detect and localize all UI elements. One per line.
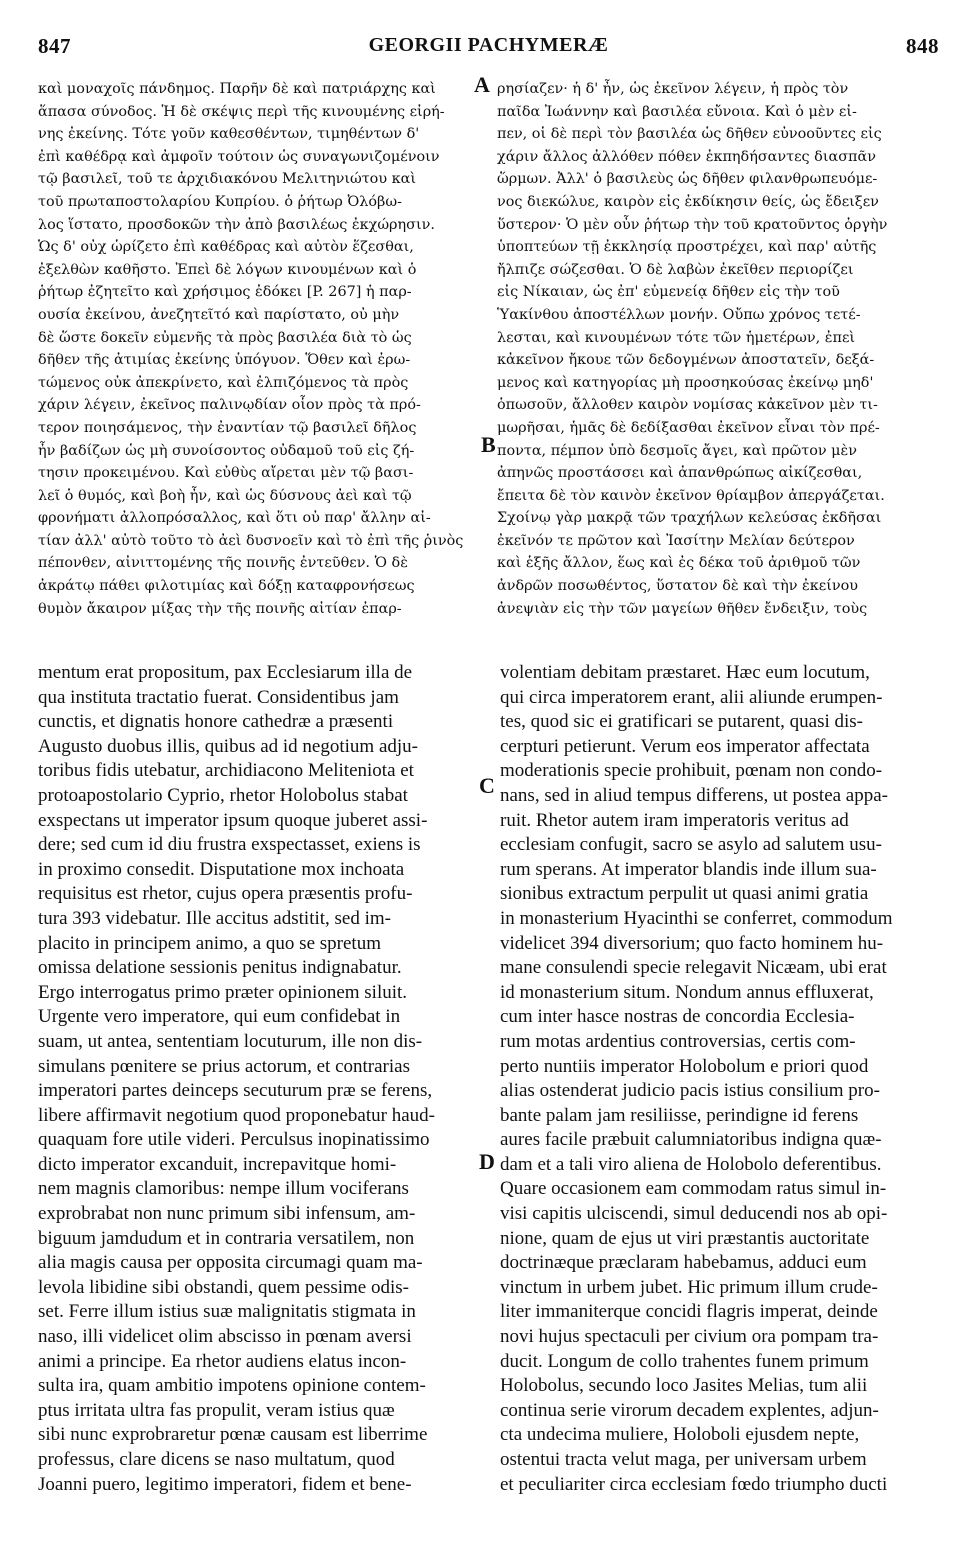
latin-text-line: sionibus extractum perpulit ut quasi animi gratia	[500, 883, 869, 905]
latin-text-line: animi a principe. Ea rhetor audiens elatus incon-	[38, 1350, 407, 1372]
greek-text-line: δῆθεν τῆς ἀτιμίας ἐκείνης ὑπόγυον. Ὅθεν καὶ ἐρω-	[38, 352, 411, 369]
latin-text-line: perto nuntiis imperator Holobolum e priori quod	[500, 1055, 869, 1077]
running-title: GEORGII PACHYMERÆ	[368, 34, 609, 56]
greek-column-right	[497, 78, 939, 620]
greek-text-line: νης ἐκείνης. Τότε γοῦν καθεσθέντων, τιμηθέντων δ'	[38, 126, 420, 143]
latin-text-line: set. Ferre illum istius suæ malignitatis stigmata in	[38, 1301, 416, 1323]
latin-text-line: continua serie virorum decadem explentes, adjun-	[500, 1399, 879, 1421]
latin-text-line: dam et a tali viro aliena de Holobolo deferentibus.	[500, 1153, 882, 1175]
latin-text-line: Urgente vero imperatore, qui eum confidebat in	[38, 1006, 401, 1028]
latin-text-line: nione, quam de ejus ut viri præstantis auctoritate	[500, 1227, 870, 1249]
greek-text-line: νος διεκώλυε, καιρὸν εἰς ἐκδίκησιν θείς, ὡς ἔδειξεν	[497, 193, 879, 210]
latin-text-line: Holobolus, secundo loco Jasites Melias, tum alii	[500, 1375, 868, 1397]
greek-text-line: πεν, οἱ δὲ περὶ τὸν βασιλέα ὡς δῆθεν εὐνοοῦντες εἰς	[497, 126, 882, 143]
latin-text-line: dicto imperator excanduit, increpavitque homi-	[38, 1153, 397, 1175]
greek-text-line: ἦν βαδίζων ὡς μὴ συνοίσοντος οὐδαμοῦ τοῦ εἰς ζή-	[38, 442, 415, 459]
greek-text-line: ἐπὶ καθέδρᾳ καὶ ἀμφοῖν τούτοιν ὡς συναγωνιζομένοιν	[38, 148, 440, 165]
latin-text-line: toribus fidis utebatur, archidiacono Meliteniota et	[38, 760, 414, 782]
latin-text-line: qua instituta tractatio fuerat. Considentibus jam	[38, 686, 399, 708]
latin-column-left	[38, 661, 468, 1497]
greek-text-line: ἀνεψιὰν εἰς τὴν τῶν μαγείων θῆθεν ἔνδειξιν, τοὺς	[497, 600, 868, 617]
greek-text-line: φρονήματι ἀλλοπρόσαλλος, καὶ ὅτι οὐ παρ' ἄλλην αἰ-	[38, 510, 431, 527]
greek-text-line: ἤλπιζε σώζεσθαι. Ὁ δὲ λαβὼν ἐκεῖθεν περιορίζει	[497, 261, 854, 278]
latin-text-line: rum motas ardentius controversias, certis com-	[500, 1030, 856, 1052]
latin-text-line: omissa delatione sessionis penitus indignabatur.	[38, 957, 402, 979]
greek-text-line: λεσται, καὶ κινουμένων τότε τῶν ἡμετέρων, ἐπεὶ	[497, 329, 856, 346]
latin-text-line: in monasterium Hyacinthi se conferret, commodum	[500, 907, 893, 929]
latin-text-line: volentiam debitam præstaret. Hæc eum locutum,	[500, 662, 870, 683]
greek-text-line: ἅπασα σύνοδος. Ἡ δὲ σκέψις περὶ τῆς κινουμένης εἰρή-	[38, 103, 445, 120]
greek-text-line: ουσία ἐκείνου, ἀνεζητεῖτό καὶ παρίστατο, οὐ μὴν	[38, 306, 400, 323]
latin-text-line: simulans pœnitere se prius actorum, et contrarias	[38, 1055, 410, 1077]
greek-text-line: ὑποπτεύων τῇ ἐκκλησίᾳ προστρέχει, καὶ παρ' αὐτῆς	[497, 239, 877, 256]
latin-text-line: et peculiariter circa ecclesiam fœdo triumpho ducti	[500, 1473, 888, 1495]
margin-letter-b: B	[481, 432, 496, 457]
latin-text-line: mentum erat propositum, pax Ecclesiarum illa de	[38, 662, 413, 683]
greek-text-line: τῷ βασιλεῖ, τοῦ τε ἀρχιδιακόνου Μελιτηνιώτου καὶ	[38, 171, 417, 188]
greek-text-line: τίαν ἀλλ' αὐτὸ τοῦτο τὸ ἀεὶ δυσνοεῖν καὶ τὸ ἐπὶ τῆς ῥινὸς	[38, 532, 464, 549]
latin-text-line: qui circa imperatorem erant, alii aliunde erumpen-	[500, 686, 883, 708]
latin-text-line: naso, illi videlicet olim abscisso in pœnam aversi	[38, 1326, 412, 1348]
latin-text-line: ostentui tracta velut maga, per universam urbem	[500, 1449, 867, 1470]
greek-text-line: Ὑακίνθου ἀποστέλλων μονήν. Οὔπω χρόνος τετέ-	[497, 306, 861, 323]
latin-text-line: professus, clare dicens se naso multatum, quod	[38, 1449, 395, 1470]
latin-text-line: Augusto duobus illis, quibus ad id negotium adju-	[38, 735, 418, 757]
latin-text-line: levola libidine sibi obstandi, quem pessime odis-	[38, 1276, 409, 1298]
margin-letter-a: A	[474, 72, 490, 97]
latin-text-line: imperatori partes deinceps secuturum præ se ferens,	[38, 1080, 433, 1102]
greek-text-line: ποντα, πέμπον ὑπὸ δεσμοῖς ἄγει, καὶ πρῶτον μὲν	[497, 442, 858, 459]
latin-text-line: rum sperans. At imperator blandis inde illum sua-	[500, 858, 877, 880]
latin-text-line: bante palam jam resiliisse, perindigne id ferens	[500, 1104, 859, 1126]
greek-text-line: εἰς Νίκαιαν, ὡς ἐπ' εὐμενείᾳ δῆθεν εἰς τὴν τοῦ	[497, 284, 840, 301]
greek-text-line: θυμὸν ἄκαιρον μίξας τὴν τῆς ποινῆς αἰτίαν ἐπαρ-	[38, 600, 402, 617]
latin-text-line: nem magnis clamoribus: nempe illum vociferans	[38, 1178, 409, 1200]
latin-text-line: visi capitis ulciscendi, simul deducendi nos ab opi-	[500, 1203, 888, 1225]
latin-text-line: tes, quod sic ei gratificari se putarent, quasi dis-	[500, 711, 864, 733]
greek-text-line: ἐκεῖνόν τε πρῶτον καὶ Ἰασίτην Μελίαν δεύτερον	[497, 532, 855, 549]
latin-column-right	[500, 661, 940, 1497]
latin-text-line: biguum jamdudum et in contraria versatilem, non	[38, 1227, 415, 1249]
latin-text-line: liter immaniterque concidi flagris imperat, deinde	[500, 1301, 878, 1323]
latin-text-line: id monasterium situm. Nondum annus effluxerat,	[500, 981, 874, 1003]
latin-text-line: quaquam fore utile videri. Perculsus inopinatissimo	[38, 1129, 430, 1151]
greek-text-line: μωρῆσαι, ἡμᾶς δὲ δεδίξασθαι ἐκεῖνον εἶναι τὸν πρέ-	[497, 419, 880, 436]
latin-text-line: alias ostenderat judicio pacis istius consilium pro-	[500, 1080, 880, 1102]
latin-text-line: requisitus est rhetor, cujus opera præsentis profu-	[38, 883, 413, 905]
greek-column-left	[38, 78, 473, 620]
greek-text-line: λεῖ ὁ θυμός, καὶ βοὴ ἦν, καὶ ὡς δύσνους ἀεὶ καὶ τῷ	[38, 487, 412, 504]
latin-text-line: ecclesiam confugit, sacro se asylo ad salutem usu-	[500, 834, 882, 856]
greek-text-line: τοῦ πρωταποστολαρίου Κυπρίου. ὁ ῥήτωρ Ὀλόβω-	[38, 193, 402, 210]
greek-text-line: ὁπωσοῦν, ἄλλοθεν καιρὸν νομίσας κἀκεῖνον μὲν τι-	[497, 397, 878, 414]
latin-text-line: Joanni puero, legitimo imperatori, fidem et bene-	[38, 1473, 412, 1495]
greek-text-line: μενος καὶ κατηγορίας μὴ προσηκούσας ἐκείνῳ μηδ'	[497, 374, 874, 391]
margin-letter-d: D	[479, 1149, 495, 1174]
latin-text-line: placito in principem animo, a quo se spretum	[38, 932, 381, 954]
latin-text-line: cum inter hasce nostras de concordia Ecclesia-	[500, 1006, 855, 1028]
greek-text-line: παῖδα Ἰωάννην καὶ βασιλέα εὔνοια. Καὶ ὁ μὲν εἰ-	[497, 103, 857, 120]
latin-text-line: cta undecima muliere, Holoboli ejusdem nepte,	[500, 1424, 860, 1446]
latin-text-line: dere; sed cum id diu frustra exspectasset, exiens is	[38, 834, 421, 856]
greek-text-line: καὶ ἑξῆς ἄλλον, ἕως καὶ ἐς δέκα τοῦ ἀριθμοῦ τῶν	[497, 555, 861, 572]
page-number-right: 848	[906, 34, 939, 58]
greek-text-line: λος ἵστατο, προσδοκῶν τὴν ἀπὸ βασιλέως ἐκχώρησιν.	[38, 216, 435, 233]
greek-text-line: Σχοίνῳ γὰρ μακρᾷ τῶν τραχήλων κελεύσας ἐκδῆσαι	[497, 510, 882, 527]
latin-text-line: cerpturi petierunt. Verum eos imperator affectata	[500, 735, 870, 757]
greek-text-line: ἐξελθὼν καθῆστο. Ἐπεὶ δὲ λόγων κινουμένων καὶ ὁ	[38, 261, 417, 278]
latin-text-line: Quare occasionem eam commodam ratus simul in-	[500, 1178, 887, 1200]
greek-text-line: Ὡς δ' οὐχ ὡρίζετο ἐπὶ καθέδρας καὶ αὐτὸν ἕζεσθαι,	[38, 239, 414, 256]
latin-text-line: alia magis causa per opposita circumagi quam ma-	[38, 1252, 423, 1274]
latin-text-line: suam, ut antea, sententiam locuturum, ille non dis-	[38, 1030, 423, 1052]
greek-text-line: κἀκεῖνον ἤκουε τῶν δεδογμένων ἀποστατεῖν, δεξά-	[497, 352, 875, 369]
greek-text-line: καὶ μοναχοῖς πάνδημος. Παρῆν δὲ καὶ πατριάρχης καὶ	[38, 81, 436, 97]
greek-text-line: χάριν ἄλλος ἀλλόθεν πόθεν ἐκπηδήσαντες διασπᾶν	[497, 148, 876, 165]
greek-text-line: πέπονθεν, αἰνιττομένης τῆς ποινῆς ἐντεῦθεν. Ὁ δὲ	[38, 555, 408, 572]
latin-text-line: Ergo interrogatus primo præter opinionem siluit.	[38, 981, 408, 1003]
latin-text-line: videlicet 394 diversorium; quo facto hominem hu-	[500, 932, 884, 954]
greek-text-line: δὲ ὥστε δοκεῖν εὐμενῆς τὰ πρὸς βασιλέα διὰ τὸ ὡς	[38, 329, 412, 346]
latin-text-line: ducit. Longum de collo trahentes funem primum	[500, 1350, 869, 1372]
greek-text-line: τησιν προκειμένου. Καὶ εὐθὺς αἴρεται μὲν τῷ βασι-	[38, 465, 414, 482]
latin-text-line: exspectans ut imperator ipsum quoque juberet assi-	[38, 809, 428, 831]
greek-text-line: τερον ποιησάμενος, τὴν ἐναντίαν τῷ βασιλεῖ δῆλος	[38, 419, 417, 436]
greek-text-line: ἔπειτα δὲ τὸν καινὸν ἐκεῖνον θρίαμβον ἀπεργάζεται.	[497, 487, 885, 504]
latin-text-line: ptus irritata ultra fas propulit, veram istius quæ	[38, 1399, 395, 1421]
latin-text-line: moderationis specie prohibuit, pœnam non condo-	[500, 760, 883, 782]
latin-text-line: nans, sed in aliud tempus differens, ut postea appa-	[500, 784, 888, 806]
greek-text-line: ὥρμων. Ἀλλ' ὁ βασιλεὺς ὡς δῆθεν φιλανθρωπευόμε-	[497, 171, 878, 188]
greek-text-line: ὕστερον· Ὁ μὲν οὖν ῥήτωρ τὴν τοῦ κρατοῦντος ὀργὴν	[497, 216, 888, 233]
latin-text-line: in proximo consedit. Disputatione mox inchoata	[38, 858, 405, 880]
greek-text-line: χάριν λέγειν, ἐκεῖνος παλινῳδίαν οἷον πρὸς τὰ πρό-	[38, 397, 421, 414]
latin-text-line: sulta ira, quam ambitio impotens opinione contem-	[38, 1375, 426, 1397]
latin-text-line: ruit. Rhetor autem iram imperatoris veritus ad	[500, 809, 849, 831]
greek-text-line: ἀκράτῳ πάθει φιλοτιμίας καὶ δόξῃ καταφρονήσεως	[38, 578, 415, 595]
latin-text-line: mane consulendi specie relegavit Nicæam, ubi erat	[500, 957, 887, 979]
page-header	[38, 34, 939, 64]
page-number-left: 847	[38, 34, 71, 58]
latin-text-line: exprobrabat non nunc primum sibi infensum, am-	[38, 1203, 416, 1225]
latin-text-line: protoapostolario Cyprio, rhetor Holobolus stabat	[38, 784, 408, 806]
latin-text-line: aures facile præbuit calumniatoribus indigna quæ-	[500, 1129, 882, 1151]
latin-text-line: tura 393 videbatur. Ille accitus adstitit, sed im-	[38, 907, 391, 929]
latin-text-line: novi hujus spectaculi per civium ora pompam tra-	[500, 1326, 879, 1348]
latin-text-line: cunctis, et dignatis honore cathedræ a præsenti	[38, 711, 394, 733]
latin-text-line: sibi nunc exprobraretur pœnæ causam est liberrime	[38, 1424, 428, 1446]
greek-text-line: ρησίαζεν· ἡ δ' ἦν, ὡς ἐκεῖνον λέγειν, ἡ πρὸς τὸν	[497, 81, 849, 97]
greek-text-line: ἀπηνῶς προστάσσει καὶ ἀπανθρώπως αἰκίζεσθαι,	[497, 465, 863, 482]
latin-text-line: vinctum in urbem jubet. Hic primum illum crude-	[500, 1276, 878, 1298]
margin-letter-c: C	[479, 773, 495, 798]
greek-text-line: ῥήτωρ ἐζητεῖτο καὶ χρήσιμος ἐδόκει [P. 267] ἡ παρ-	[38, 284, 412, 301]
greek-text-line: τώμενος οὐκ ἀπεκρίνετο, καὶ ἐλπιζόμενος τὰ πρὸς	[38, 374, 409, 391]
greek-text-line: ἀνδρῶν ποσωθέντος, ὕστατον δὲ καὶ τὴν ἐκείνου	[497, 578, 858, 595]
latin-text-line: doctrinæque præclaram habebamus, adduci eum	[500, 1252, 867, 1274]
latin-text-line: libere affirmavit negotium quod proponebatur haud-	[38, 1104, 435, 1126]
